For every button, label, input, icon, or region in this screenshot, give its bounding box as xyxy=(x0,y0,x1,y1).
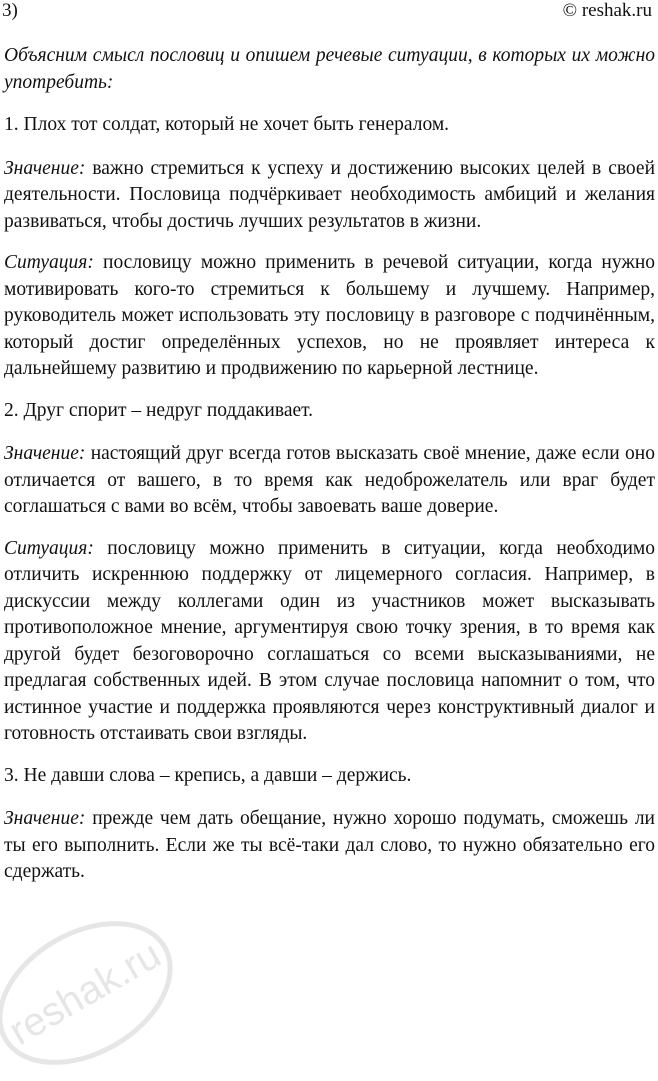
task-number: 3) xyxy=(2,0,18,21)
meaning-label: Значение: xyxy=(4,808,86,829)
proverb-title: 3. Не давши слова – крепись, а давши – держись. xyxy=(4,764,412,786)
situation-text: пословицу можно применить в ситуации, когда необходимо отличить искреннюю поддержку от лицемерного согласия. Например, в дискуссии между коллегами один из участников может высказывать противоположное мнение, аргументируя свою точку зрения, в то время как другой будет безоговорочно соглашаться со всеми высказываниями, не предлагая собственных идей. В этом случае пословица напомнит о том, что истинное участие и поддержка проявляются через конструктивный диалог и готовность отстаивать свои взгляды. xyxy=(4,537,656,744)
situation-paragraph xyxy=(4,536,655,748)
watermark-text: reshak.ru xyxy=(1,932,169,1054)
meaning-paragraph xyxy=(4,441,655,521)
site-credit: © reshak.ru xyxy=(562,0,652,21)
page-header xyxy=(2,0,652,24)
situation-label: Ситуация: xyxy=(4,537,94,559)
situation-text: пословицу можно применить в речевой ситуации, когда нужно мотивировать кого-то стремиться к большему и лучшему. Например, руководитель может использовать эту пословицу в разговоре с подчинённым, который достиг определённых успехов, но не проявляет интереса к дальнейшему развитию и продвижению по карьерной лестнице. xyxy=(4,252,656,379)
watermark-stamp xyxy=(0,918,190,1068)
answer-text xyxy=(4,43,655,901)
situation-label: Ситуация: xyxy=(4,252,94,273)
proverb-title: 1. Плох тот солдат, который не хочет быть генералом. xyxy=(4,114,450,135)
meaning-text: прежде чем дать обещание, нужно хорошо подумать, сможешь ли ты его выполнить. Если же ты всё-таки дал слово, то нужно обязательно его сдержать. xyxy=(4,808,655,882)
proverb-title: 2. Друг спорит – недруг поддакивает. xyxy=(4,399,314,421)
situation-paragraph xyxy=(4,250,655,383)
meaning-paragraph xyxy=(4,806,655,886)
intro-paragraph: Объясним смысл пословиц и опишем речевые ситуации, в которых их можно употребить: xyxy=(4,45,655,93)
meaning-label: Значение: xyxy=(4,157,86,179)
meaning-paragraph xyxy=(4,156,655,236)
meaning-text: важно стремиться к успеху и достижению высоких целей в своей деятельности. Пословица подчёркивает необходимость амбиций и желания развиваться, чтобы достичь лучших результатов в жизни. xyxy=(4,157,656,232)
meaning-text: настоящий друг всегда готов высказать своё мнение, даже если оно отличается от вашего, в то время как недоброжелатель или враг будет соглашаться с вами во всём, чтобы завоевать ваше доверие. xyxy=(4,443,655,517)
meaning-label: Значение: xyxy=(4,443,86,464)
